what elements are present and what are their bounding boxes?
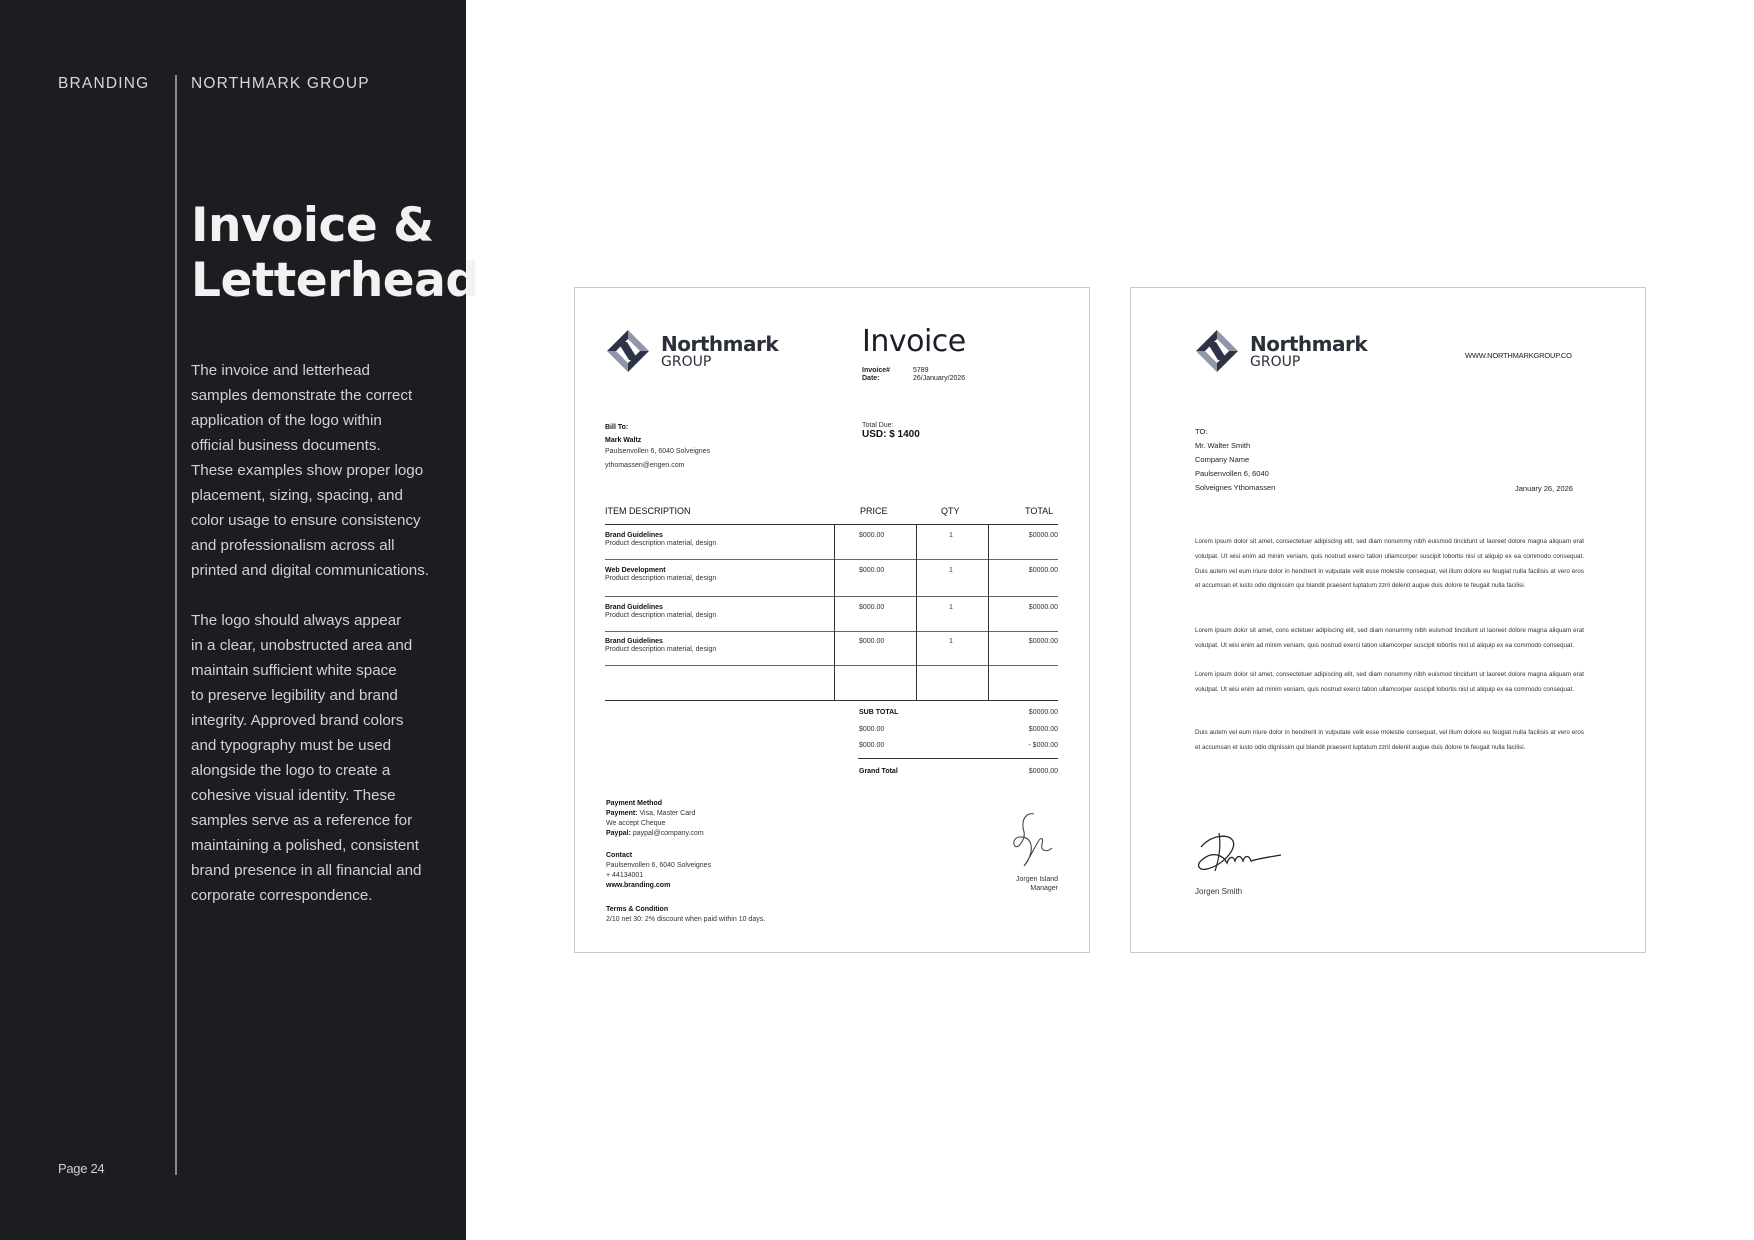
terms-text: 2/10 net 30: 2% discount when paid within 10 days. — [606, 916, 766, 923]
text-line: to preserve legibility and brand — [191, 687, 398, 704]
table-bottom-rule — [605, 700, 1058, 701]
terms-block — [606, 905, 765, 925]
item-name: Brand Guidelines — [605, 638, 663, 645]
body-paragraph: Lorem ipsum dolor sit amet, consectetuer adipiscing elit, sed diam nonummy nibh euismod tincidunt ut laoreet dolore magna aliquam erat volutpat. Ut wisi enim ad minim veniam, quis nostrud exerci tation ullamcorper suscipit lobortis nisl ut aliquip ex ea commodo consequat. — [1195, 671, 1584, 693]
item-description: Product description material, design — [605, 575, 717, 582]
letter-signature — [1193, 825, 1285, 877]
recipient-block — [1195, 425, 1275, 495]
payment-value: Visa, Master Card — [639, 810, 696, 817]
letterhead-sheet — [1130, 287, 1646, 953]
logo-group: GROUP — [1250, 353, 1301, 370]
payment-title: Payment Method — [606, 800, 663, 807]
item-name: Web Development — [605, 567, 666, 574]
description-paragraph-1 — [191, 358, 451, 583]
sidebar-panel — [0, 0, 479, 1240]
tax-label: $000.00 — [859, 726, 885, 733]
text-line: and professionalism across all — [191, 537, 395, 554]
invoice-number-label: Invoice# — [862, 367, 891, 374]
grand-total-value: $0000.00 — [1028, 768, 1058, 775]
total-due-label: Total Due: — [862, 422, 894, 429]
item-description: Product description material, design — [605, 646, 717, 653]
item-name: Brand Guidelines — [605, 532, 663, 539]
page-title — [191, 198, 479, 308]
invoice-logo — [605, 328, 778, 374]
payment-label: Payment: — [606, 810, 638, 817]
section-label: BRANDING — [58, 75, 150, 92]
total-due-amount: USD: $ 1400 — [862, 429, 920, 440]
invoice-meta — [862, 367, 965, 383]
text-line: integrity. Approved brand colors — [191, 712, 404, 729]
logo-group: GROUP — [661, 353, 712, 370]
total-due-block — [862, 421, 920, 439]
title-line-1: Invoice & — [191, 198, 434, 253]
bill-to-address: Paulsenvollen 6, 6040 Solveignes — [605, 448, 711, 455]
divider-line — [175, 75, 177, 1175]
text-line: official business documents. — [191, 437, 381, 454]
signer-name: Jorgen Island — [1015, 876, 1058, 883]
title-line-2: Letterhead — [191, 253, 479, 308]
text-line: and typography must be used — [191, 737, 392, 754]
northmark-logo-icon — [1194, 328, 1240, 374]
text-line: in a clear, unobstructed area and — [191, 637, 413, 654]
letterhead-logo — [1194, 328, 1367, 374]
body-paragraph: Lorem ipsum dolor sit amet, cons ectetuer adipiscing elit, sed diam nonummy nibh euismod tincidunt ut laoreet dolore magna aliquam erat volutpat. Ut wisi enim ad minim veniam, quis nostrud exerci tation ullamcorper suscipit lobortis nisl ut aliquip ex ea commodo consequat. — [1195, 627, 1584, 649]
table-header-rule — [605, 524, 1058, 525]
brand-label: NORTHMARK GROUP — [191, 75, 370, 92]
text-line: printed and digital communications. — [191, 562, 430, 579]
subtotal-value: $0000.00 — [1028, 709, 1058, 716]
cheque-note: We accept Cheque — [606, 820, 666, 827]
invoice-sheet — [574, 287, 1090, 953]
signer-name: Jorgen Smith — [1195, 887, 1243, 896]
text-line: maintaining a polished, consistent — [191, 837, 419, 854]
item-description: Product description material, design — [605, 540, 717, 547]
text-line: brand presence in all financial and — [191, 862, 422, 879]
table-row-rule — [605, 596, 1058, 597]
invoice-heading: Invoice — [862, 324, 966, 359]
logo-wordmark — [661, 331, 779, 370]
item-qty: 1 — [949, 567, 953, 574]
bill-to-email: ythomassen@engen.com — [605, 462, 685, 469]
grand-total-rule — [858, 758, 1058, 759]
item-description: Product description material, design — [605, 612, 717, 619]
signer-role: Manager — [1030, 885, 1058, 892]
signer-block — [968, 875, 1058, 893]
column-header-price: PRICE — [860, 506, 888, 516]
description-paragraph-2 — [191, 608, 451, 908]
column-header-total: TOTAL — [1025, 506, 1054, 516]
to-label: TO: — [1195, 427, 1208, 436]
text-line: cohesive visual identity. These — [191, 787, 396, 804]
item-qty: 1 — [949, 604, 953, 611]
text-line: placement, sizing, spacing, and — [191, 487, 403, 504]
page-number: Page 24 — [58, 1161, 105, 1176]
logo-wordmark — [1250, 331, 1368, 370]
discount-label: $000.00 — [859, 742, 885, 749]
recipient-name: Mr. Walter Smith — [1195, 441, 1251, 450]
text-line: maintain sufficient white space — [191, 662, 397, 679]
table-column-rule — [834, 524, 835, 700]
item-price: $000.00 — [859, 532, 885, 539]
website-url: WWW.NORTHMARKGROUP.CO — [1465, 351, 1572, 360]
tax-value: $0000.00 — [1028, 726, 1058, 733]
table-row — [605, 604, 716, 620]
bill-to-block — [605, 421, 710, 472]
recipient-city: Solveignes Ythomassen — [1195, 483, 1276, 492]
table-row — [605, 567, 716, 583]
recipient-company: Company Name — [1195, 455, 1250, 464]
item-name: Brand Guidelines — [605, 604, 663, 611]
subtotal-label: SUB TOTAL — [859, 709, 899, 716]
contact-block — [606, 851, 711, 891]
column-header-description: ITEM DESCRIPTION — [605, 506, 691, 516]
text-line: corporate correspondence. — [191, 887, 373, 904]
table-row-rule — [605, 631, 1058, 632]
text-line: samples serve as a reference for — [191, 812, 413, 829]
table-row-rule — [605, 559, 1058, 560]
recipient-address: Paulsenvollen 6, 6040 — [1195, 469, 1269, 478]
table-row — [605, 532, 716, 548]
letter-date: January 26, 2026 — [1515, 484, 1573, 493]
text-line: application of the logo within — [191, 412, 382, 429]
invoice-date-label: Date: — [862, 375, 880, 382]
text-line: color usage to ensure consistency — [191, 512, 421, 529]
text-line: These examples show proper logo — [191, 462, 424, 479]
bill-to-name: Mark Waltz — [605, 437, 642, 444]
item-total: $0000.00 — [1028, 567, 1058, 574]
discount-value: - $000.00 — [1028, 742, 1058, 749]
column-header-qty: QTY — [941, 506, 960, 516]
item-total: $0000.00 — [1028, 638, 1058, 645]
contact-title: Contact — [606, 852, 633, 859]
table-column-rule — [916, 524, 917, 700]
item-qty: 1 — [949, 532, 953, 539]
table-row-rule — [605, 665, 1058, 666]
invoice-date: 26/January/2026 — [913, 375, 966, 382]
item-price: $000.00 — [859, 567, 885, 574]
grand-total-label: Grand Total — [859, 768, 898, 775]
text-line: The invoice and letterhead — [191, 362, 370, 379]
logo-name: Northmark — [661, 331, 779, 356]
northmark-logo-icon — [605, 328, 651, 374]
table-column-rule — [988, 524, 989, 700]
invoice-number: 5789 — [913, 367, 929, 374]
text-line: alongside the logo to create a — [191, 762, 391, 779]
text-line: The logo should always appear — [191, 612, 402, 629]
contact-phone: + 44134001 — [606, 872, 644, 879]
item-total: $0000.00 — [1028, 532, 1058, 539]
item-price: $000.00 — [859, 604, 885, 611]
body-paragraph: Lorem ipsum dolor sit amet, consectetuer adipiscing elit, sed diam nonummy nibh euismod tincidunt ut laoreet dolore magna aliquam erat volutpat. Ut wisi enim ad minim veniam, quis nostrud exerci tation ullamcorper suscipit lobortis nisl ut aliquip ex ea commodo consequat. Duis autem vel eum iriure dolor in hendrerit in vulputate velit esse molestie consequat, vel illum dolore eu feugiat nulla facilisis at vero eros et accumsan et iusto odio dignissim qui blandit praesent luptatum zzril delenit augue duis dolore te feugait nulla facilisi. — [1195, 538, 1584, 590]
paypal-label: Paypal: — [606, 830, 631, 837]
text-line: samples demonstrate the correct — [191, 387, 413, 404]
terms-title: Terms & Condition — [606, 906, 669, 913]
paypal-value: paypal@company.com — [632, 830, 704, 837]
item-qty: 1 — [949, 638, 953, 645]
body-paragraph: Duis autem vel eum iriure dolor in hendrerit in vulputate velit esse molestie consequat, vel illum dolore eu feugiat nulla facilisis at vero eros et accumsan et iusto odio dignissim qui blandit praesent luptatum zzril delenit augue duis dolore te feugait nulla facilisi. — [1195, 729, 1584, 751]
logo-name: Northmark — [1250, 331, 1368, 356]
item-price: $000.00 — [859, 638, 885, 645]
item-total: $0000.00 — [1028, 604, 1058, 611]
bill-to-label: Bill To: — [605, 424, 629, 431]
payment-block — [606, 799, 704, 839]
manager-signature — [1008, 808, 1058, 870]
table-row — [605, 638, 716, 654]
contact-address: Paulsenvollen 6, 6040 Solveignes — [606, 862, 712, 869]
contact-web: www.branding.com — [606, 882, 671, 889]
